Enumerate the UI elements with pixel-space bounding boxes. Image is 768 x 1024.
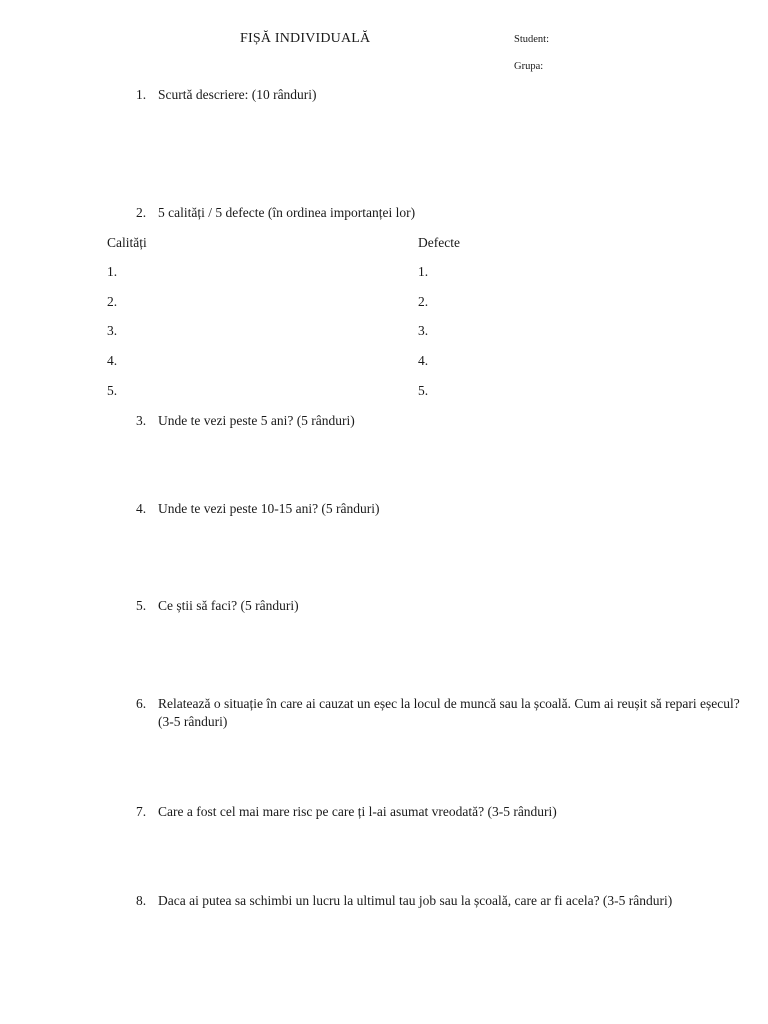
question-number: 6. — [136, 696, 147, 711]
defect-item-3: 3. — [418, 323, 429, 338]
quality-item-1: 1. — [107, 264, 118, 279]
defect-item-5: 5. — [418, 383, 429, 398]
question-number: 3. — [136, 413, 147, 428]
question-text: Unde te vezi peste 10-15 ani? (5 rânduri) — [158, 501, 380, 516]
question-number: 7. — [136, 804, 147, 819]
defect-item-1: 1. — [418, 264, 429, 279]
question-text: Care a fost cel mai mare risc pe care ți l-ai asumat vreodată? (3-5 rânduri) — [158, 804, 557, 819]
quality-item-4: 4. — [107, 353, 118, 368]
question-text: Relatează o situație în care ai cauzat un eșec la locul de muncă sau la școală. Cum ai reușit să repari eșecul? (3-5 rânduri) — [158, 696, 740, 730]
page-title: FIȘĂ INDIVIDUALĂ — [240, 31, 371, 46]
student-label: Student: — [514, 34, 550, 45]
question-number: 8. — [136, 893, 147, 908]
question-text: Daca ai putea sa schimbi un lucru la ultimul tau job sau la școală, care ar fi acela? (3-5 rânduri) — [158, 893, 673, 908]
quality-item-2: 2. — [107, 294, 118, 309]
question-number: 2. — [136, 205, 147, 220]
question-text: Scurtă descriere: (10 rânduri) — [158, 87, 317, 102]
question-number: 1. — [136, 87, 147, 102]
question-text: Unde te vezi peste 5 ani? (5 rânduri) — [158, 413, 355, 428]
question-text: Ce știi să faci? (5 rânduri) — [158, 598, 299, 613]
quality-item-5: 5. — [107, 383, 118, 398]
group-label: Grupa: — [514, 61, 544, 72]
defect-item-2: 2. — [418, 294, 429, 309]
quality-item-3: 3. — [107, 323, 118, 338]
question-number: 5. — [136, 598, 147, 613]
qualities-heading: Calități — [107, 235, 147, 250]
defects-heading: Defecte — [418, 235, 460, 250]
defect-item-4: 4. — [418, 353, 429, 368]
question-number: 4. — [136, 501, 147, 516]
question-text: 5 calități / 5 defecte (în ordinea importanței lor) — [158, 205, 416, 220]
